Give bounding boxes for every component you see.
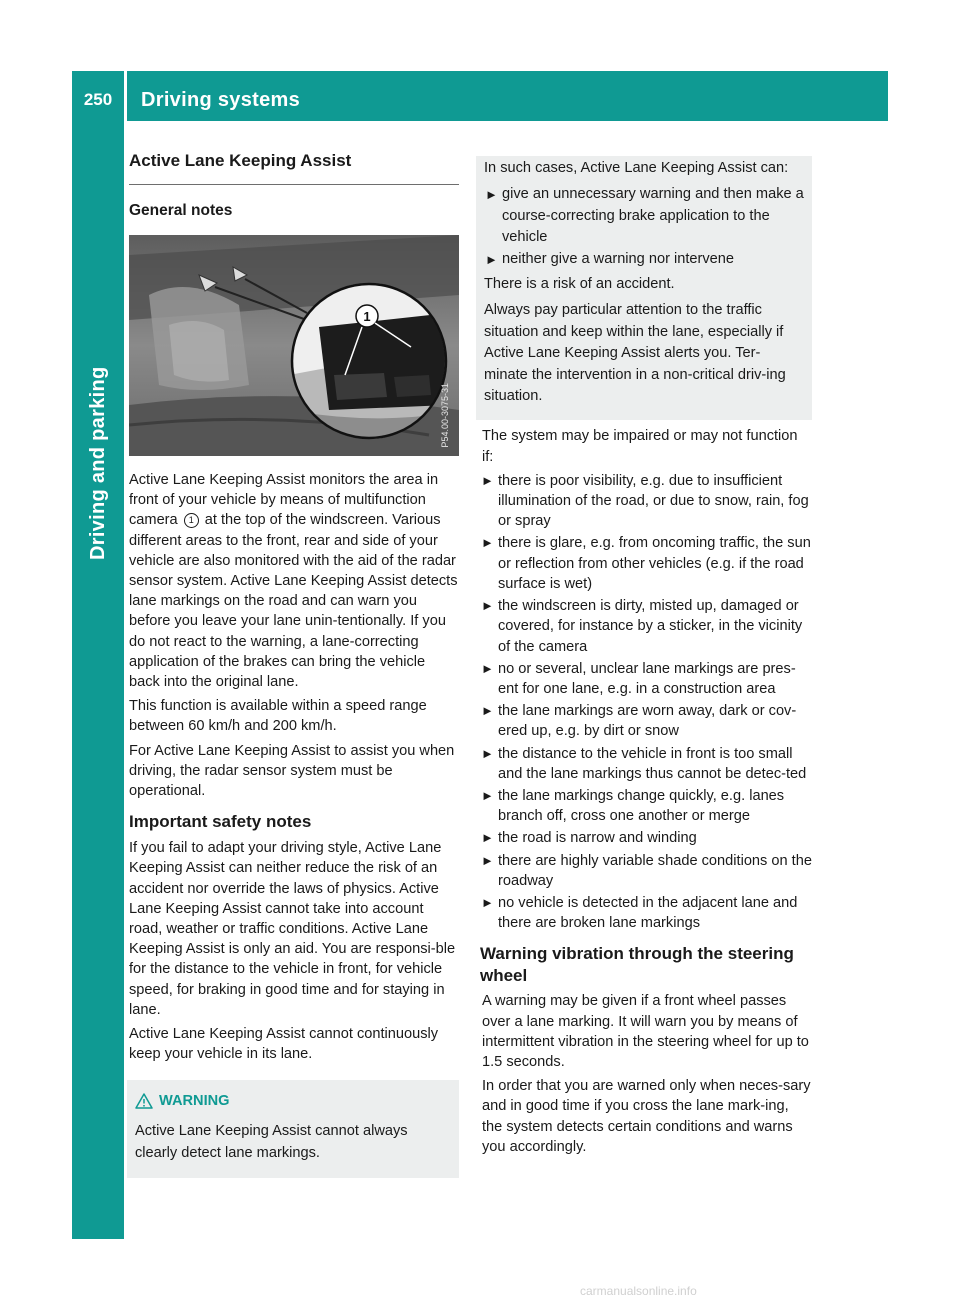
list-item: ► neither give a warning nor intervene	[484, 249, 804, 270]
right-column	[480, 156, 812, 1161]
list-item: ► the windscreen is dirty, misted up, damaged or covered, for instance by a sticker, in the vicinity of the camera	[481, 598, 803, 655]
bullet-icon: ►	[485, 251, 498, 267]
bullet-icon: ►	[481, 830, 494, 846]
callout-1-icon: 1	[184, 513, 199, 528]
chapter-title: Driving systems	[141, 89, 301, 111]
box-bullet-list	[484, 184, 804, 270]
list-item: ► the road is narrow and winding	[480, 828, 812, 848]
list-item: ► the distance to the vehicle in front is too small and the lane markings thus cannot be detec-ted	[481, 745, 807, 782]
bullet-icon: ►	[481, 787, 494, 803]
intro-paragraph: Active Lane Keeping Assist monitors the area in front of your vehicle by means of multifunction camera 1 at the top of the windscreen. Various different areas to the front, rear and side of your vehicle are also monitored with the aid of the radar sensor system. Active Lane Keeping Assist detects lane markings on the road and can warn you before you leave your lane unin-tentionally. If you do not react to the warning, a lane-correcting application of the brakes can bring the vehicle back into the original lane.	[129, 472, 458, 691]
list-item: ► the lane markings change quickly, e.g. lanes branch off, cross one another or merge	[481, 787, 785, 825]
bullet-icon: ►	[481, 703, 494, 719]
speed-range-paragraph: This function is available within a speed range between 60 km/h and 200 km/h.	[129, 698, 427, 735]
watermark: carmanualsonline.info	[580, 1284, 697, 1298]
warning-label: WARNING	[159, 1093, 230, 1110]
bullet-icon: ►	[481, 472, 494, 488]
list-item: ► no or several, unclear lane markings are pres-ent for one lane, e.g. in a construction area	[481, 660, 796, 697]
windscreen-camera-figure	[129, 235, 459, 456]
warning-box	[127, 1080, 459, 1178]
safety-paragraph: If you fail to adapt your driving style, Active Lane Keeping Assist can neither reduce the risk of an accident nor override the laws of physics. Active Lane Keeping Assist cannot take into account road, weather or traffic conditions. Active Lane Keeping Assist is only an aid. You are responsi-ble for the distance to the vehicle in front, for vehicle speed, for braking in good time and for staying in lane.	[129, 840, 456, 1018]
list-item: ► there are highly variable shade conditions on the roadway	[481, 852, 812, 889]
box-intro: In such cases, Active Lane Keeping Assist can:	[484, 160, 789, 176]
figure-callout-label: 1	[363, 309, 371, 324]
warning-header	[135, 1090, 447, 1112]
bullet-icon: ►	[481, 745, 494, 761]
warning-continuation-box	[476, 156, 812, 420]
box-risk-text: There is a risk of an accident.	[484, 276, 675, 293]
bullet-icon: ►	[481, 535, 494, 551]
impaired-bullet-list	[480, 471, 812, 933]
car-interior-illustration	[129, 235, 459, 456]
page-number: 250	[83, 90, 113, 109]
list-item: ► there is poor visibility, e.g. due to insufficient illumination of the road, or due to snow, rain, fog or spray	[481, 472, 809, 530]
bullet-icon: ►	[481, 852, 494, 868]
vibration-paragraph-2: In order that you are warned only when neces-sary and in good time if you cross the lane mark-ing, the system detects certain conditions and warns you accordingly.	[482, 1078, 811, 1155]
warning-text: Active Lane Keeping Assist cannot always clearly detect lane markings.	[135, 1123, 408, 1162]
radar-paragraph: For Active Lane Keeping Assist to assist you when driving, the radar sensor system must be operational.	[129, 742, 455, 800]
list-item: ► the lane markings are worn away, dark or cov-ered up, e.g. by dirt or snow	[481, 703, 797, 740]
bullet-icon: ►	[481, 598, 494, 614]
safety-paragraph-2: Active Lane Keeping Assist cannot continuously keep your vehicle in its lane.	[129, 1026, 439, 1063]
bullet-icon: ►	[481, 894, 494, 910]
warning-triangle-icon	[135, 1093, 153, 1109]
bullet-icon: ►	[485, 187, 498, 203]
list-item: ► give an unnecessary warning and then make a course-correcting brake application to the vehicle	[485, 186, 804, 246]
list-item: ► no vehicle is detected in the adjacent lane and there are broken lane markings	[481, 894, 798, 932]
header-divider	[124, 71, 127, 121]
left-column	[127, 150, 459, 1178]
list-item: ► there is glare, e.g. from oncoming traffic, the sun or reflection from other vehicles (e.g. if the road surface is wet)	[481, 535, 811, 592]
general-notes-heading: General notes	[129, 202, 233, 219]
vibration-paragraph-1: A warning may be given if a front wheel passes over a lane marking. It will warn you by means of intermittent vibration in the steering wheel for up to 1.5 seconds.	[482, 993, 809, 1070]
impaired-intro: The system may be impaired or may not function if:	[482, 428, 798, 465]
figure-code: P54.00-3075-31	[439, 383, 450, 448]
bullet-icon: ►	[481, 660, 494, 676]
side-tab-title: Driving and parking	[87, 366, 109, 560]
vibration-heading: Warning vibration through the steering wheel	[480, 944, 794, 986]
box-attention-text: Always pay particular attention to the traffic situation and keep within the lane, especially if Active Lane Keeping Assist alerts you. Ter-minate the intervention in a non-critical driv-ing situation.	[484, 302, 786, 405]
section-title: Active Lane Keeping Assist	[129, 150, 459, 185]
safety-heading: Important safety notes	[129, 812, 312, 832]
